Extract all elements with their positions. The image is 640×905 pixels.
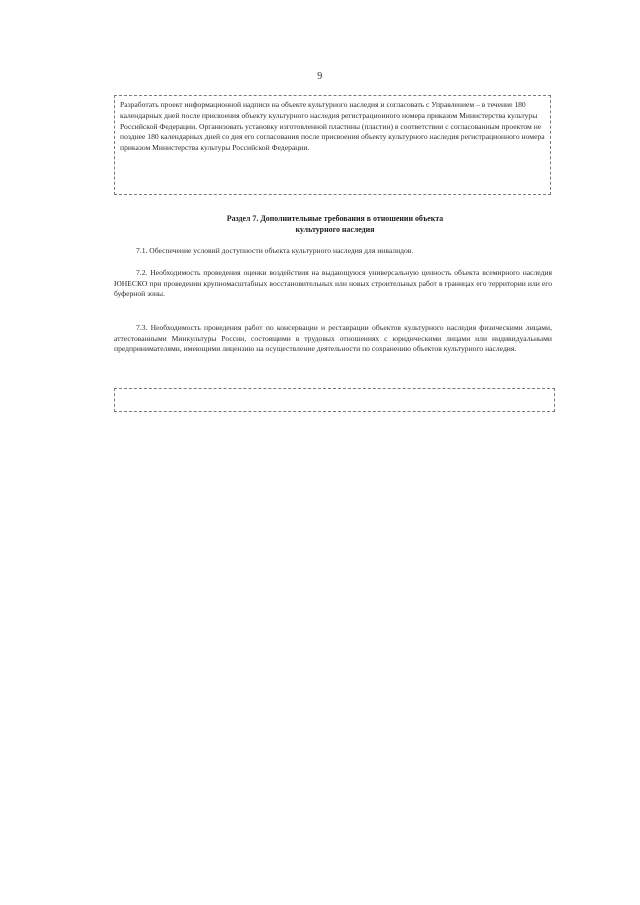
section-heading-line-2: культурного наследия (295, 225, 375, 234)
paragraph-7-3: 7.3. Необходимость проведения работ по консервации и реставрации объектов культурного наследия физическими лицами, аттестованными Минкультуры России, состоящими в трудовых отношениях с юридическими лицами или индивидуальными предпринимателями, имеющими лицензию на осуществление деятельности по сохранению объектов культурного наследия. (114, 323, 552, 354)
paragraph-7-2: 7.2. Необходимость проведения оценки воздействия на выдающуюся универсальную ценность объекта всемирного наследия ЮНЕСКО при проведении крупномасштабных восстановительных или новых строительных работ в границах его территории или его буферной зоны. (114, 268, 552, 299)
empty-dashed-box (114, 388, 555, 412)
information-plate-requirement-box (114, 95, 551, 195)
section-7-heading (150, 213, 520, 235)
page-number: 9 (317, 71, 323, 82)
paragraph-7-1: 7.1. Обеспечение условий доступности объекта культурного наследия для инвалидов. (136, 246, 414, 255)
section-heading-line-1: Раздел 7. Дополнительные требования в отношении объекта (226, 214, 444, 223)
boxed-requirement-text: Разработать проект информационной надписи на объекте культурного наследия и согласовать с Управлением – в течение 180 календарных дней после присвоения объекту культурного наследия регистрационного номера приказом Министерства культуры Российской Федерации. Организовать установку изготовленной пластины (пластин) в соответствии с согласованным проектом не позднее 180 календарных дней со дня его согласования после присвоения объекту культурного наследия регистрационного номера приказом Министерства культуры Российской Федерации. (120, 100, 545, 153)
